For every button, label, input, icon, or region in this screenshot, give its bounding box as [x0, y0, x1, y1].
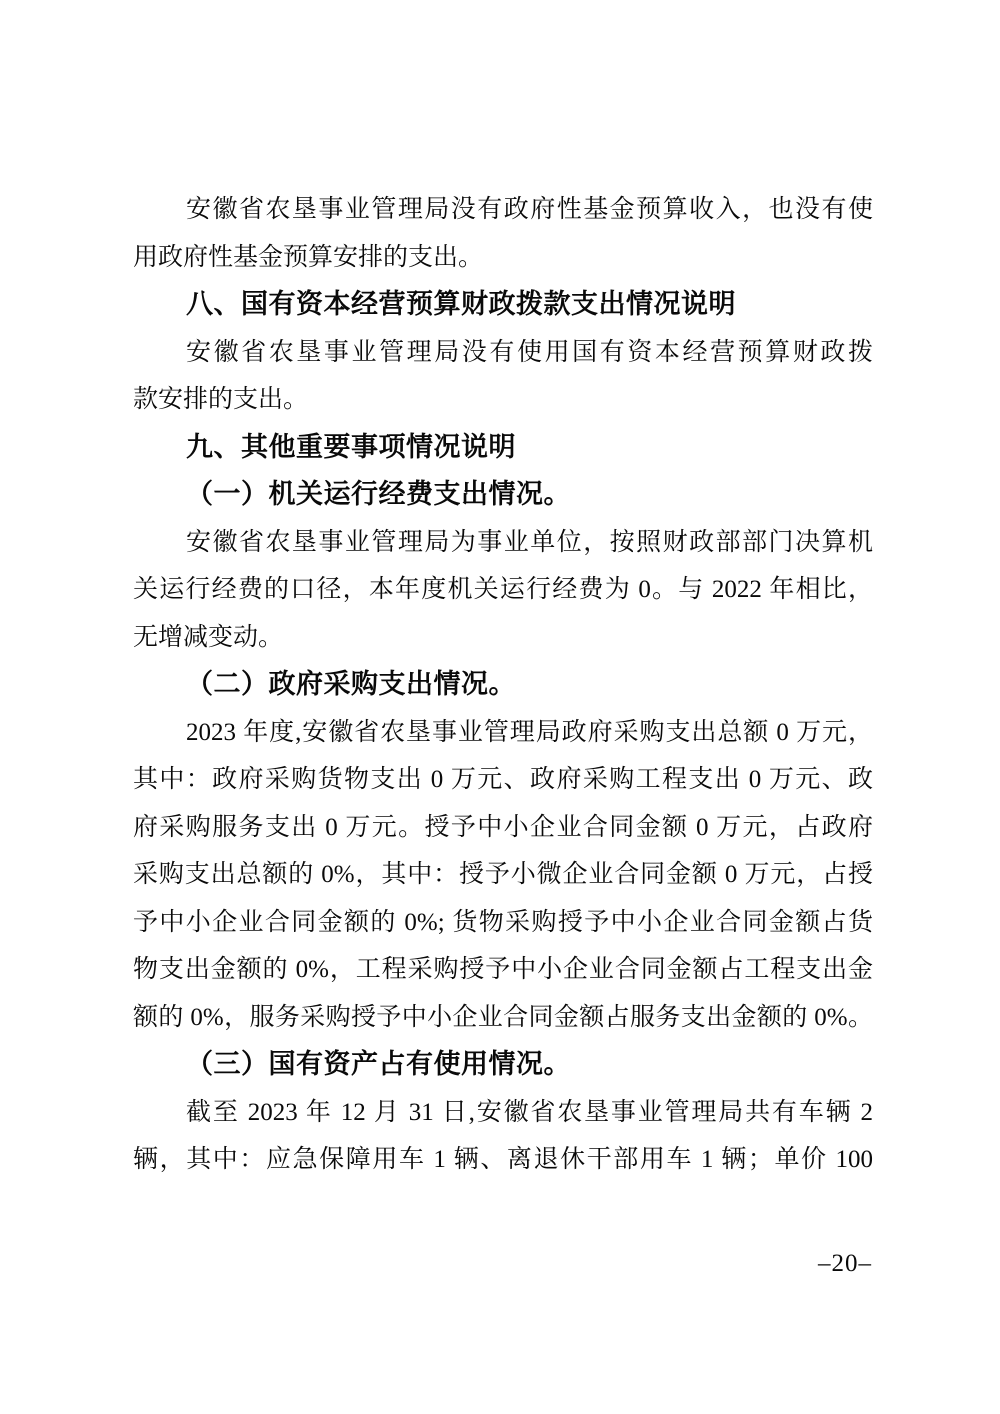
paragraph-procurement-line: 物支出金额的 0%，工程采购授予中小企业合同金额占工程支出金: [133, 956, 873, 983]
paragraph-procurement-line: 采购支出总额的 0%，其中：授予小微企业合同金额 0 万元，占授: [133, 861, 873, 888]
paragraph-procurement-line: 2023 年度,安徽省农垦事业管理局政府采购支出总额 0 万元，: [186, 718, 873, 746]
page-number: –20–: [818, 1250, 872, 1277]
subsection-heading-3: （三）国有资产占有使用情况。: [186, 1049, 571, 1079]
paragraph-procurement-line: 予中小企业合同金额的 0%; 货物采购授予中小企业合同金额占货: [133, 908, 873, 936]
section-heading-8: 八、国有资本经营预算财政拨款支出情况说明: [186, 289, 736, 319]
paragraph-operating-expense-line: 无增减变动。: [133, 623, 284, 651]
paragraph-procurement-line: 额的 0%，服务采购授予中小企业合同金额占服务支出金额的 0%。: [133, 1003, 873, 1031]
subsection-heading-2: （二）政府采购支出情况。: [186, 669, 516, 699]
paragraph-state-capital-line: 安徽省农垦事业管理局没有使用国有资本经营预算财政拨: [186, 338, 873, 366]
paragraph-procurement-line: 其中：政府采购货物支出 0 万元、政府采购工程支出 0 万元、政: [133, 766, 873, 793]
section-heading-9: 九、其他重要事项情况说明: [186, 431, 516, 462]
subsection-heading-1: （一）机关运行经费支出情况。: [186, 479, 571, 509]
paragraph-govfund-line: 用政府性基金预算安排的支出。: [133, 243, 484, 271]
paragraph-assets-line: 辆，其中：应急保障用车 1 辆、离退休干部用车 1 辆；单价 100: [133, 1146, 873, 1173]
paragraph-state-capital-line: 款安排的支出。: [133, 386, 309, 413]
paragraph-assets-line: 截至 2023 年 12 月 31 日,安徽省农垦事业管理局共有车辆 2: [186, 1098, 873, 1126]
paragraph-procurement-line: 府采购服务支出 0 万元。授予中小企业合同金额 0 万元，占政府: [133, 813, 873, 841]
document-content: [133, 186, 873, 1184]
paragraph-operating-expense-line: 关运行经费的口径，本年度机关运行经费为 0。与 2022 年相比，: [133, 576, 873, 603]
paragraph-operating-expense-line: 安徽省农垦事业管理局为事业单位，按照财政部部门决算机: [186, 528, 873, 556]
paragraph-govfund-line: 安徽省农垦事业管理局没有政府性基金预算收入，也没有使: [186, 196, 873, 223]
